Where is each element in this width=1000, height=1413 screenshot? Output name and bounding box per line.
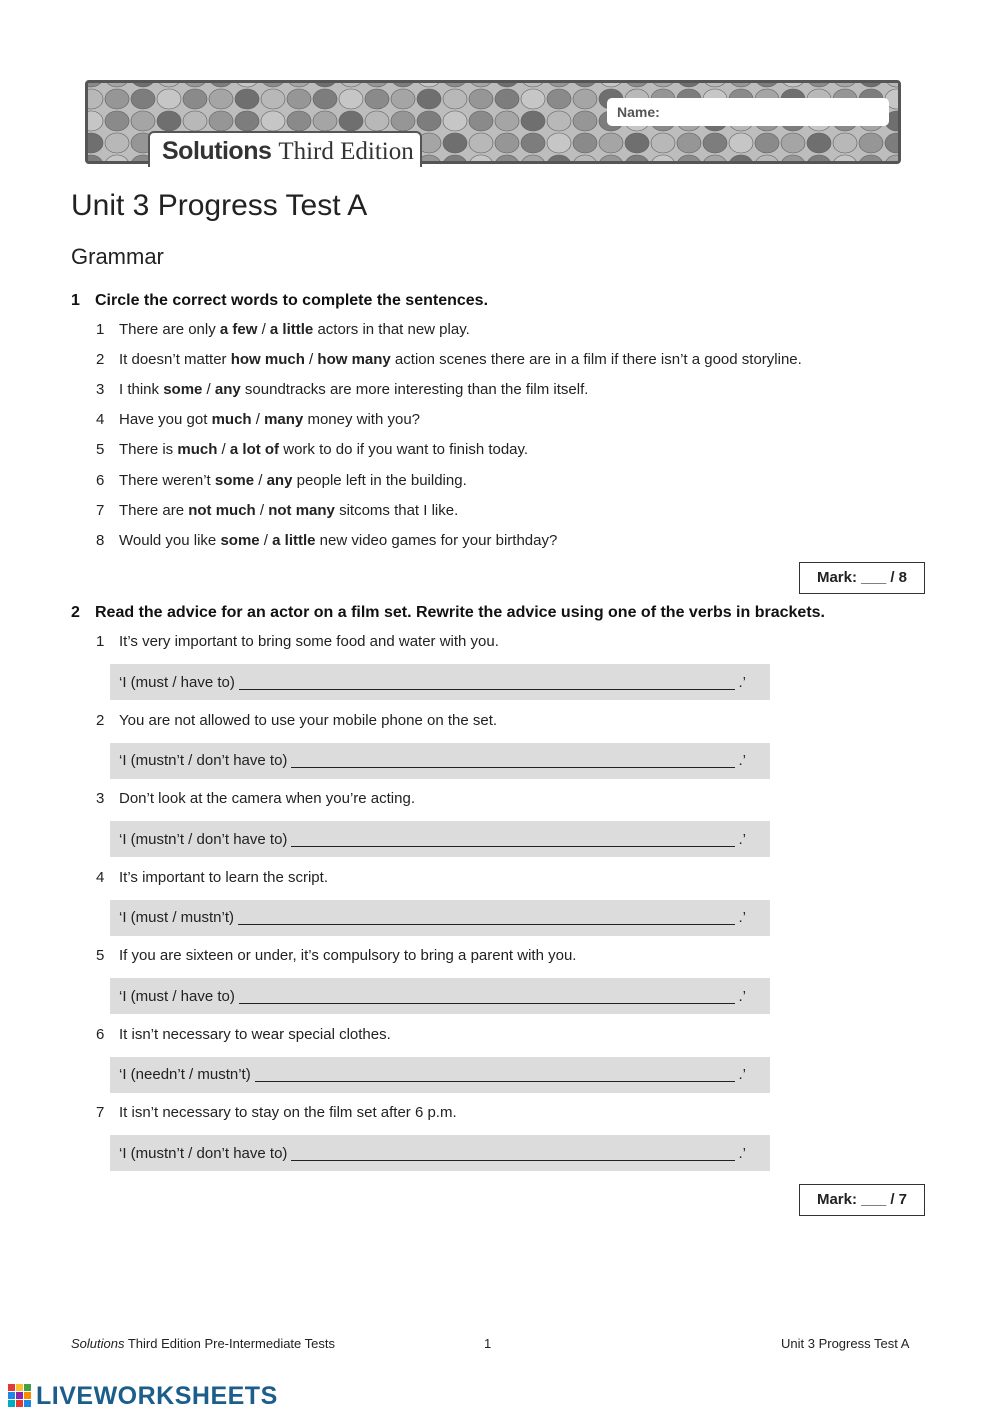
footer-left-rest: Third Edition Pre-Intermediate Tests bbox=[124, 1336, 335, 1351]
banner-pebble bbox=[157, 83, 181, 87]
banner-pebble bbox=[183, 89, 207, 109]
banner-pebble bbox=[287, 83, 311, 87]
banner-pebble bbox=[131, 83, 155, 87]
exercise-1-item bbox=[96, 441, 528, 458]
answer-row bbox=[110, 1135, 770, 1171]
answer-row bbox=[110, 1057, 770, 1093]
banner-pebble bbox=[859, 83, 883, 87]
answer-row bbox=[110, 743, 770, 779]
answer-row bbox=[110, 821, 770, 857]
banner-pebble bbox=[469, 133, 493, 153]
item-number: 5 bbox=[96, 947, 105, 964]
choice-option[interactable]: any bbox=[266, 471, 293, 489]
banner-pebble bbox=[131, 111, 155, 131]
banner-pebble bbox=[88, 89, 103, 109]
sentence-text: work to do if you want to finish today. bbox=[279, 441, 529, 459]
sentence-text: There are only bbox=[119, 321, 220, 338]
exercise-2-item bbox=[96, 1104, 457, 1121]
answer-blank[interactable] bbox=[255, 1081, 735, 1082]
sentence-text: / bbox=[202, 381, 215, 399]
sentence-text: Would you like bbox=[119, 531, 221, 549]
banner-pebble bbox=[859, 155, 883, 164]
answer-blank[interactable] bbox=[291, 1160, 734, 1161]
sentence-text: new video games for your birthday? bbox=[315, 531, 558, 549]
choice-option[interactable]: a few bbox=[219, 321, 258, 338]
advice-text: It’s important to learn the script. bbox=[119, 868, 328, 886]
advice-text: You are not allowed to use your mobile phone on the set. bbox=[119, 711, 498, 729]
banner-pebble bbox=[547, 89, 571, 109]
exercise-2-item bbox=[96, 633, 499, 650]
sentence-text: sitcoms that I like. bbox=[334, 501, 459, 519]
answer-row bbox=[110, 900, 770, 936]
banner-pebble bbox=[521, 89, 545, 109]
choice-option[interactable]: some bbox=[163, 381, 203, 399]
exercise-2-item bbox=[96, 869, 328, 886]
banner-pebble bbox=[755, 155, 779, 164]
choice-option[interactable]: some bbox=[214, 471, 255, 489]
banner-pebble bbox=[469, 155, 493, 164]
banner-pebble bbox=[677, 83, 701, 87]
banner-pebble bbox=[88, 155, 103, 164]
exercise-number: 2 bbox=[71, 604, 80, 621]
banner-pebble bbox=[391, 89, 415, 109]
banner-pebble bbox=[469, 89, 493, 109]
sentence-text: It doesn’t matter bbox=[119, 351, 231, 369]
banner-pebble bbox=[833, 155, 857, 164]
banner-pebble bbox=[183, 111, 207, 131]
banner-pebble bbox=[573, 155, 597, 164]
exercise-2-item bbox=[96, 790, 415, 807]
banner-pebble bbox=[703, 83, 727, 87]
item-number: 3 bbox=[96, 381, 105, 399]
banner-pebble bbox=[287, 89, 311, 109]
item-number: 1 bbox=[96, 321, 105, 338]
sentence-text: There are bbox=[119, 501, 189, 519]
banner-pebble bbox=[625, 155, 649, 164]
exercise-2-item bbox=[96, 712, 497, 729]
banner-pebble bbox=[365, 89, 389, 109]
banner-pebble bbox=[833, 83, 857, 87]
banner-pebble bbox=[443, 111, 467, 131]
exercise-1-item bbox=[96, 411, 420, 428]
banner-pebble bbox=[391, 83, 415, 87]
sentence-text: There is bbox=[119, 441, 178, 459]
footer-left-italic: Solutions bbox=[71, 1336, 125, 1351]
item-number: 6 bbox=[96, 1025, 105, 1043]
banner-pebble bbox=[729, 83, 753, 87]
banner-pebble bbox=[625, 83, 649, 87]
banner-pebble bbox=[807, 83, 831, 87]
banner-pebble bbox=[573, 89, 597, 109]
choice-option[interactable]: many bbox=[264, 411, 304, 429]
banner-pebble bbox=[443, 133, 467, 153]
item-number: 7 bbox=[96, 501, 105, 519]
brand-bold: Solutions bbox=[162, 137, 272, 165]
banner-pebble bbox=[495, 133, 519, 153]
advice-text: It’s very important to bring some food and water with you. bbox=[119, 633, 499, 650]
item-number: 4 bbox=[96, 411, 105, 429]
exercise-instruction: Read the advice for an actor on a film set. Rewrite the advice using one of the verbs in brackets. bbox=[95, 604, 825, 621]
page-title: Unit 3 Progress Test A bbox=[71, 189, 368, 222]
answer-prompt: ‘I (must / have to) bbox=[119, 673, 235, 691]
banner-pebble bbox=[625, 133, 649, 153]
banner-pebble bbox=[261, 83, 285, 87]
banner-pebble bbox=[105, 89, 129, 109]
banner-pebble bbox=[391, 111, 415, 131]
name-label: Name: bbox=[617, 104, 660, 120]
banner-pebble bbox=[755, 133, 779, 153]
banner-pebble bbox=[521, 111, 545, 131]
sentence-text: / bbox=[251, 411, 265, 429]
liveworksheets-watermark bbox=[8, 1382, 278, 1410]
answer-end: .’ bbox=[738, 987, 746, 1005]
banner-pebble bbox=[287, 111, 311, 131]
item-number: 3 bbox=[96, 790, 105, 807]
choice-option[interactable]: any bbox=[214, 381, 241, 399]
sentence-text: money with you? bbox=[303, 411, 421, 429]
exercise-1-item bbox=[96, 351, 802, 368]
exercise-2-mark[interactable]: Mark: ___ / 7 bbox=[799, 1184, 925, 1216]
banner-pebble bbox=[703, 155, 727, 164]
sentence-text: / bbox=[255, 501, 269, 519]
banner-pebble bbox=[339, 89, 363, 109]
sentence-text: / bbox=[254, 471, 267, 489]
brand-logo bbox=[148, 131, 422, 167]
sentence-text: / bbox=[217, 441, 230, 459]
exercise-instruction: Circle the correct words to complete the sentences. bbox=[95, 292, 489, 309]
banner-pebble bbox=[573, 111, 597, 131]
banner-pebble bbox=[495, 89, 519, 109]
exercise-1-mark[interactable]: Mark: ___ / 8 bbox=[799, 562, 925, 594]
section-title: Grammar bbox=[71, 244, 164, 269]
banner-pebble bbox=[729, 155, 753, 164]
name-field[interactable] bbox=[607, 98, 889, 126]
sentence-text: people left in the building. bbox=[292, 471, 467, 489]
advice-text: It isn’t necessary to wear special clothes. bbox=[119, 1025, 391, 1043]
banner-pebble bbox=[209, 111, 233, 131]
answer-end: .’ bbox=[738, 830, 746, 848]
answer-blank[interactable] bbox=[238, 924, 734, 925]
exercise-2-item bbox=[96, 947, 576, 964]
exercise-1-item bbox=[96, 381, 588, 398]
banner-pebble bbox=[781, 133, 805, 153]
banner-pebble bbox=[313, 83, 337, 87]
exercise-1-heading bbox=[71, 292, 488, 310]
answer-prompt: ‘I (needn’t / mustn’t) bbox=[119, 1066, 251, 1083]
banner-pebble bbox=[521, 83, 545, 87]
banner-pebble bbox=[573, 133, 597, 153]
banner-pebble bbox=[781, 155, 805, 164]
exercise-1-item bbox=[96, 502, 458, 519]
banner-pebble bbox=[573, 83, 597, 87]
answer-row bbox=[110, 664, 770, 700]
answer-end: .’ bbox=[738, 1144, 746, 1162]
banner-pebble bbox=[677, 133, 701, 153]
advice-text: If you are sixteen or under, it’s compulsory to bring a parent with you. bbox=[119, 947, 577, 964]
banner-pebble bbox=[651, 83, 675, 87]
sentence-text: / bbox=[259, 531, 273, 549]
item-number: 2 bbox=[96, 351, 105, 369]
banner-pebble bbox=[417, 89, 441, 109]
banner-pebble bbox=[781, 83, 805, 87]
banner-pebble bbox=[157, 89, 181, 109]
choice-option[interactable]: not much bbox=[188, 501, 256, 519]
watermark-text: LIVEWORKSHEETS bbox=[36, 1381, 278, 1410]
banner-pebble bbox=[261, 111, 285, 131]
footer-page-number: 1 bbox=[484, 1336, 492, 1351]
choice-option[interactable]: how much bbox=[230, 351, 305, 369]
exercise-1-item bbox=[96, 472, 467, 489]
sentence-text: / bbox=[257, 321, 270, 338]
banner-pebble bbox=[105, 111, 129, 131]
exercise-2-heading bbox=[71, 604, 825, 622]
banner-pebble bbox=[339, 83, 363, 87]
item-number: 7 bbox=[96, 1104, 105, 1121]
answer-end: .’ bbox=[738, 909, 746, 926]
exercise-1-item bbox=[96, 321, 470, 338]
banner-pebble bbox=[521, 155, 545, 164]
banner-pebble bbox=[469, 111, 493, 131]
exercise-2-item bbox=[96, 1026, 391, 1043]
answer-blank[interactable] bbox=[239, 689, 735, 690]
answer-end: .’ bbox=[738, 1066, 746, 1083]
sentence-text: soundtracks are more interesting than the film itself. bbox=[240, 381, 589, 399]
banner-pebble bbox=[88, 111, 103, 131]
banner-pebble bbox=[235, 111, 259, 131]
liveworksheets-logo-icon bbox=[8, 1384, 32, 1408]
banner-pebble bbox=[495, 155, 519, 164]
banner-pebble bbox=[365, 111, 389, 131]
advice-text: It isn’t necessary to stay on the film set after 6 p.m. bbox=[119, 1104, 457, 1121]
banner-pebble bbox=[209, 89, 233, 109]
banner-pebble bbox=[417, 83, 441, 87]
banner-pebble bbox=[209, 83, 233, 87]
item-number: 2 bbox=[96, 711, 105, 729]
banner-pebble bbox=[443, 155, 467, 164]
advice-text: Don’t look at the camera when you’re acting. bbox=[119, 790, 415, 807]
answer-blank[interactable] bbox=[239, 1003, 735, 1004]
choice-option[interactable]: how many bbox=[317, 351, 391, 369]
banner-pebble bbox=[88, 83, 103, 87]
banner-pebble bbox=[235, 89, 259, 109]
banner-pebble bbox=[547, 155, 571, 164]
choice-option[interactable]: much bbox=[211, 411, 252, 429]
choice-option[interactable]: some bbox=[220, 531, 260, 549]
item-number: 4 bbox=[96, 868, 105, 886]
banner-pebble bbox=[105, 133, 129, 153]
banner-pebble bbox=[313, 89, 337, 109]
answer-prompt: ‘I (mustn’t / don’t have to) bbox=[119, 752, 288, 769]
item-number: 1 bbox=[96, 633, 105, 650]
banner-pebble bbox=[651, 155, 675, 164]
choice-option[interactable]: not many bbox=[268, 501, 335, 519]
banner-pebble bbox=[469, 83, 493, 87]
banner-pebble bbox=[443, 89, 467, 109]
banner-pebble bbox=[833, 133, 857, 153]
banner-pebble bbox=[495, 83, 519, 87]
item-number: 8 bbox=[96, 531, 105, 549]
banner-pebble bbox=[365, 83, 389, 87]
footer-right: Unit 3 Progress Test A bbox=[781, 1336, 910, 1351]
banner-pebble bbox=[885, 155, 901, 164]
banner-pebble bbox=[885, 133, 901, 153]
banner-pebble bbox=[547, 111, 571, 131]
sentence-text: I think bbox=[119, 381, 164, 399]
banner-pebble bbox=[521, 133, 545, 153]
answer-blank[interactable] bbox=[291, 767, 734, 768]
item-number: 6 bbox=[96, 471, 105, 489]
banner-pebble bbox=[599, 83, 623, 87]
banner-pebble bbox=[703, 133, 727, 153]
banner-pebble bbox=[339, 111, 363, 131]
banner-pebble bbox=[599, 155, 623, 164]
banner-pebble bbox=[495, 111, 519, 131]
item-number: 5 bbox=[96, 441, 105, 459]
banner-pebble bbox=[105, 155, 129, 164]
banner-pebble bbox=[807, 155, 831, 164]
exercise-1-item bbox=[96, 532, 557, 549]
answer-end: .’ bbox=[738, 752, 746, 769]
answer-end: .’ bbox=[738, 673, 746, 691]
answer-blank[interactable] bbox=[291, 846, 734, 847]
banner-pebble bbox=[88, 133, 103, 153]
choice-option[interactable]: a little bbox=[269, 321, 314, 338]
banner-pebble bbox=[885, 83, 901, 87]
banner-pebble bbox=[261, 89, 285, 109]
exercise-number: 1 bbox=[71, 292, 80, 309]
brand-rest: Third Edition bbox=[278, 138, 414, 165]
banner-pebble bbox=[105, 83, 129, 87]
choice-option[interactable]: a lot of bbox=[229, 441, 280, 459]
banner-pebble bbox=[651, 133, 675, 153]
banner-pebble bbox=[183, 83, 207, 87]
choice-option[interactable]: much bbox=[177, 441, 218, 459]
banner-pebble bbox=[599, 133, 623, 153]
answer-prompt: ‘I (must / mustn’t) bbox=[119, 909, 235, 926]
banner-pebble bbox=[755, 83, 779, 87]
banner-pebble bbox=[859, 133, 883, 153]
sentence-text: action scenes there are in a film if there isn’t a good storyline. bbox=[390, 351, 802, 369]
sentence-text: There weren’t bbox=[119, 471, 215, 489]
footer-left bbox=[71, 1336, 335, 1351]
banner-pebble bbox=[417, 111, 441, 131]
answer-prompt: ‘I (mustn’t / don’t have to) bbox=[119, 1144, 288, 1162]
banner-pebble bbox=[677, 155, 701, 164]
sentence-text: / bbox=[304, 351, 318, 369]
sentence-text: actors in that new play. bbox=[313, 321, 470, 338]
answer-row bbox=[110, 978, 770, 1014]
sentence-text: Have you got bbox=[119, 411, 212, 429]
answer-prompt: ‘I (must / have to) bbox=[119, 987, 235, 1005]
banner-pebble bbox=[547, 133, 571, 153]
banner-pebble bbox=[547, 83, 571, 87]
banner-pebble bbox=[157, 111, 181, 131]
banner-pebble bbox=[131, 89, 155, 109]
choice-option[interactable]: a little bbox=[272, 531, 316, 549]
banner-pebble bbox=[313, 111, 337, 131]
banner-pebble bbox=[443, 83, 467, 87]
banner-pebble bbox=[235, 83, 259, 87]
banner-pebble bbox=[807, 133, 831, 153]
answer-prompt: ‘I (mustn’t / don’t have to) bbox=[119, 830, 288, 848]
banner-pebble bbox=[729, 133, 753, 153]
